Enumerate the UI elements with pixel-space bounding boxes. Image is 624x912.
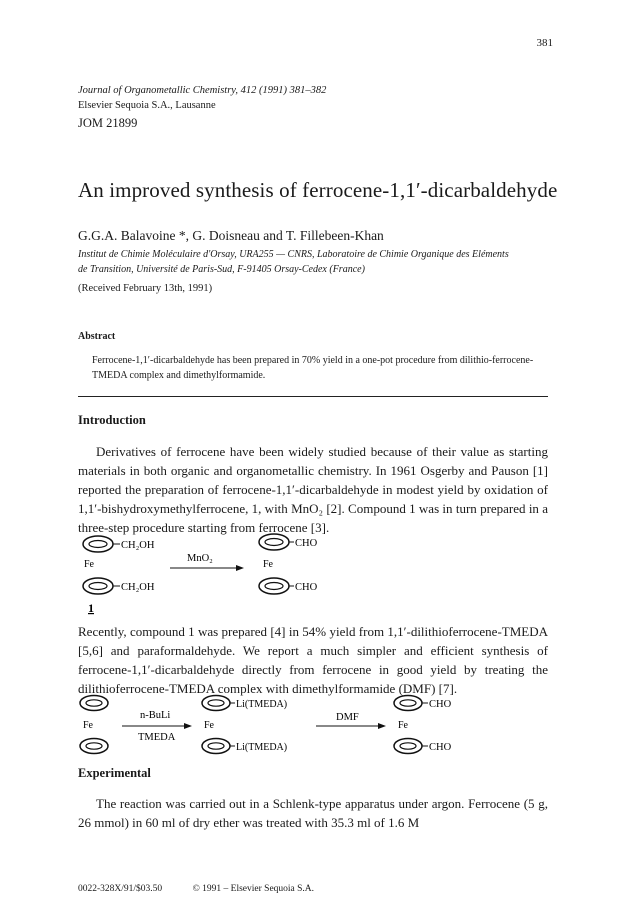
product-aldehyde-top: CHO <box>429 699 452 710</box>
introduction-paragraph-1 <box>78 442 548 537</box>
reagent-nbuli: n-BuLi <box>140 710 171 721</box>
cyclopentadienyl-ring-icon <box>83 578 113 594</box>
lithium-tmeda-top: Li(TMEDA) <box>236 699 288 710</box>
substituent-bottom: CH₂OH <box>121 582 155 593</box>
cyclopentadienyl-ring-icon <box>80 696 108 711</box>
affiliation-line-2: de Transition, Université de Paris-Sud, F-91405 Orsay-Cedex (France) <box>78 264 365 275</box>
experimental-heading: Experimental <box>78 766 151 780</box>
experimental-paragraph <box>78 794 548 832</box>
cyclopentadienyl-ring-icon <box>394 696 422 711</box>
authors: G.G.A. Balavoine *, G. Doisneau and T. Fillebeen-Khan <box>78 228 384 243</box>
cyclopentadienyl-ring-icon <box>202 696 230 711</box>
cyclopentadienyl-ring-icon <box>202 739 230 754</box>
arrow-head-icon <box>184 723 192 729</box>
experimental-text: The reaction was carried out in a Schlenk-type apparatus under argon. Ferrocene (5 g, 26 mmol) in 60 ml of dry ether was treated with 35.3 ml of 1.6 M <box>78 796 548 830</box>
page-number: 381 <box>536 37 553 49</box>
cyclopentadienyl-ring-icon <box>259 578 289 594</box>
cyclopentadienyl-ring-icon <box>259 534 289 550</box>
product-substituent-top: CHO <box>295 538 318 549</box>
abstract-heading: Abstract <box>78 331 116 342</box>
product-substituent-bottom: CHO <box>295 582 318 593</box>
compound-label: 1 <box>88 601 94 615</box>
publisher: Elsevier Sequoia S.A., Lausanne <box>78 100 216 111</box>
cyclopentadienyl-ring-icon <box>80 739 108 754</box>
cyclopentadienyl-ring-icon <box>83 536 113 552</box>
intermediate-iron-label: Fe <box>204 720 214 731</box>
journal-citation: Journal of Organometallic Chemistry, 412 (1991) 381–382 <box>78 85 327 96</box>
iron-label: Fe <box>83 720 93 731</box>
affiliation-line-1: Institut de Chimie Moléculaire d'Orsay, URA255 — CNRS, Laboratoire de Chimie Organique des Eléments <box>78 249 509 260</box>
reagent-tmeda: TMEDA <box>138 732 176 743</box>
product-aldehyde-bottom: CHO <box>429 742 452 753</box>
product-iron-label: Fe <box>398 720 408 731</box>
scheme-2 <box>78 690 548 764</box>
copyright: © 1991 – Elsevier Sequoia S.A. <box>192 884 315 894</box>
reagent-dmf: DMF <box>336 712 359 723</box>
section-divider <box>78 396 548 397</box>
introduction-heading: Introduction <box>78 413 146 427</box>
jom-number: JOM 21899 <box>78 116 138 130</box>
arrow-head-icon <box>236 565 244 571</box>
product-iron-label: Fe <box>263 559 273 570</box>
paper-title: An improved synthesis of ferrocene-1,1′-dicarbaldehyde <box>78 178 558 202</box>
scheme-1 <box>78 528 378 620</box>
footer <box>78 884 342 894</box>
lithium-tmeda-bottom: Li(TMEDA) <box>236 742 288 753</box>
introduction-paragraph-2: Recently, compound 1 was prepared [4] in 54% yield from 1,1′-dilithioferrocene-TMEDA [5,6] and paraformaldehyde. We report a much simpler and efficient synthesis of ferrocene-1,1′-dicarbaldehyde directly from ferrocene in good yield by treating the dilithioferrocene-TMEDA complex with dimethylformamide (DMF) [7]. <box>78 624 548 696</box>
issn-code: 0022-328X/91/$03.50 <box>78 884 163 894</box>
received-date: (Received February 13th, 1991) <box>78 283 213 294</box>
substituent-top: CH₂OH <box>121 540 155 551</box>
abstract-text: Ferrocene-1,1′-dicarbaldehyde has been prepared in 70% yield in a one-pot procedure from dilithio-ferrocene-TMEDA complex and dimethylformamide. <box>92 355 534 381</box>
iron-label: Fe <box>84 559 94 570</box>
intro-para-1-text: Derivatives of ferrocene have been widely studied because of their value as starting materials in both organic and organometallic chemistry. In 1961 Osgerby and Pauson [1] reported the preparation of ferrocene-1,1′-dicarbaldehyde in modest yield by oxidation of 1,1′-bishydroxymethylferrocene, 1, with MnO₂ [2]. Compound 1 was in turn prepared in a three-step procedure starting from ferrocene [3]. <box>78 444 548 535</box>
cyclopentadienyl-ring-icon <box>394 739 422 754</box>
reagent-label: MnO₂ <box>187 553 213 564</box>
arrow-head-icon <box>378 723 386 729</box>
